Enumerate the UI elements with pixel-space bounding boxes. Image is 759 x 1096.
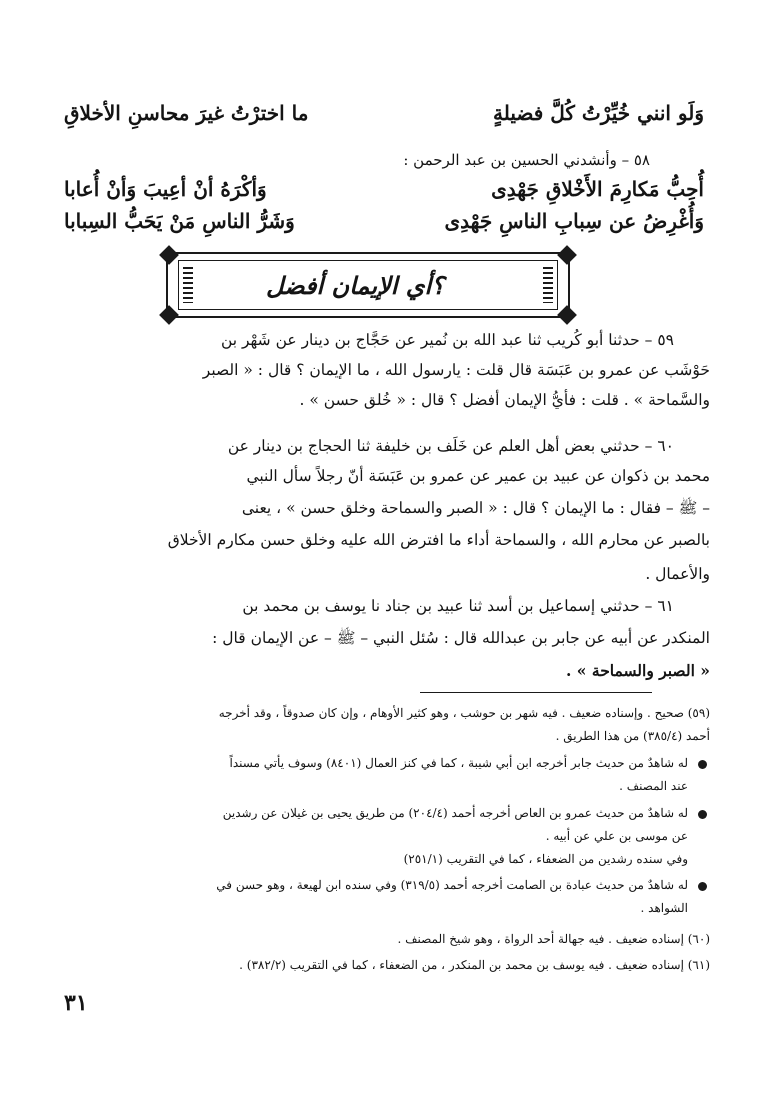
- footnote-59-line-2: أحمد (٣٨٥/٤) من هذا الطريق .: [555, 729, 710, 743]
- verse-hemistich-left: وَأكْرَهُ أنْ أعِيبَ وَأنْ أُعابا: [64, 177, 267, 201]
- footnote-59-line-1: (٥٩) صحيح . وإسناده ضعيف . فيه شهر بن حوشب ، وهو كثير الأوهام ، وإن كان صدوقاً ، وقد أخرجه: [218, 706, 710, 720]
- chapter-heading-frame: [166, 252, 570, 318]
- frame-corner-ornament: [159, 305, 179, 325]
- hadith-58-intro: ٥٨ – وأنشدني الحسين بن عبد الرحمن :: [403, 151, 650, 169]
- frame-corner-ornament: [557, 245, 577, 265]
- verse-line-2: [64, 174, 704, 204]
- hadith-60-line-3: – ﷺ – فقال : ما الإيمان ؟ قال : « الصبر والسماحة وخلق حسن » ، يعنى: [241, 499, 710, 517]
- chapter-heading-title: أي الإيمان أفضل: [266, 270, 432, 300]
- hadith-59-line-1: ٥٩ – حدثنا أبو كُريب ثنا عبد الله بن نُمير عن حَجَّاج بن دينار عن شَهْر بن: [220, 331, 674, 349]
- page-number: ٣١: [64, 990, 88, 1016]
- hadith-61-line-3: « الصبر والسماحة » .: [566, 661, 710, 680]
- hadith-60-line-2: محمد بن ذكوان عن عبيد بن عمير عن عمرو بن عَبَسَة أنّ رجلاً سأل النبي: [246, 467, 710, 485]
- verse-hemistich-right: أُحِبُّ مَكارِمَ الأَخْلاقِ جَهْدِى: [491, 177, 704, 201]
- verse-hemistich-left: وَشَرُّ الناسِ مَنْ يَحَبُّ السِبابا: [64, 209, 295, 233]
- frame-corner-ornament: [557, 305, 577, 325]
- footnote-witness-2-line-1: له شاهدٌ من حديث عمرو بن العاص أخرجه أحمد (٢٠٤/٤) من طريق يحيى بن غيلان عن رشدين: [222, 806, 688, 820]
- hadith-61-line-1: ٦١ – حدثني إسماعيل بن أسد ثنا عبيد بن جناد نا يوسف بن محمد بن: [242, 597, 674, 615]
- frame-corner-ornament: [159, 245, 179, 265]
- footnote-witness-1-line-2: عند المصنف .: [619, 779, 688, 793]
- verse-hemistich-right: وَلَو انني خُيِّرْتُ كُلَّ فضيلةٍ: [493, 101, 704, 125]
- hadith-60-line-5: والأعمال .: [645, 565, 710, 583]
- verse-hemistich-right: وَأُغْرِضُ عن سِبابِ الناسِ جَهْدِى: [444, 209, 704, 233]
- footnote-61: (٦١) إسناده ضعيف . فيه يوسف بن محمد بن المنكدر ، من الضعفاء ، كما في التقريب (٣٨٢/٢) .: [239, 958, 710, 972]
- footnote-separator: [420, 692, 652, 693]
- verse-line-3: [64, 206, 704, 236]
- verse-line-1: [64, 98, 704, 128]
- footnote-witness-2-line-2: عن موسى بن علي عن أبيه .: [545, 829, 688, 843]
- footnote-bullet-icon: [698, 810, 707, 819]
- hadith-59-line-2: حَوْشَب عن عمرو بن عَبَسَة قال قلت : يارسول الله ، ما الإيمان ؟ قال : « الصبر: [202, 361, 710, 379]
- footnote-witness-1-line-1: له شاهدٌ من حديث جابر أخرجه ابن أبي شيبة ، كما في كنز العمال (٨٤٠١) وسوف يأتي مسنداً: [229, 756, 688, 770]
- footnote-bullet-icon: [698, 760, 707, 769]
- hadith-59-line-3: والسَّماحة » . قلت : فأيُّ الإيمان أفضل ؟ قال : « خُلق حسن » .: [299, 391, 710, 409]
- footnote-witness-3-line-1: له شاهدٌ من حديث عبادة بن الصامت أخرجه أحمد (٣١٩/٥) وفي سنده ابن لهيعة ، وهو حسن في: [216, 878, 688, 892]
- footnote-witness-3-line-2: الشواهد .: [640, 901, 688, 915]
- chapter-heading-mark: ؟: [431, 270, 444, 300]
- footnote-witness-2-line-3: وفي سنده رشدين من الضعفاء ، كما في التقريب (٢٥١/١): [403, 852, 688, 866]
- hadith-61-line-2: المنكدر عن أبيه عن جابر بن عبدالله قال : سُئل النبي – ﷺ – عن الإيمان قال :: [212, 629, 710, 647]
- chapter-heading-inner: [178, 260, 558, 310]
- hadith-60-line-4: بالصبر عن محارم الله ، والسماحة أداء ما افترض الله عليه وخلق حسن مكارم الأخلاق: [167, 531, 710, 549]
- verse-hemistich-left: ما اخترْتُ غيرَ محاسنِ الأخلاقِ: [64, 101, 309, 125]
- hadith-60-line-1: ٦٠ – حدثني بعض أهل العلم عن خَلَف بن خليفة ثنا الحجاج بن دينار عن: [227, 437, 674, 455]
- footnote-60: (٦٠) إسناده ضعيف . فيه جهالة أحد الرواة ، وهو شيخ المصنف .: [397, 932, 710, 946]
- footnote-bullet-icon: [698, 882, 707, 891]
